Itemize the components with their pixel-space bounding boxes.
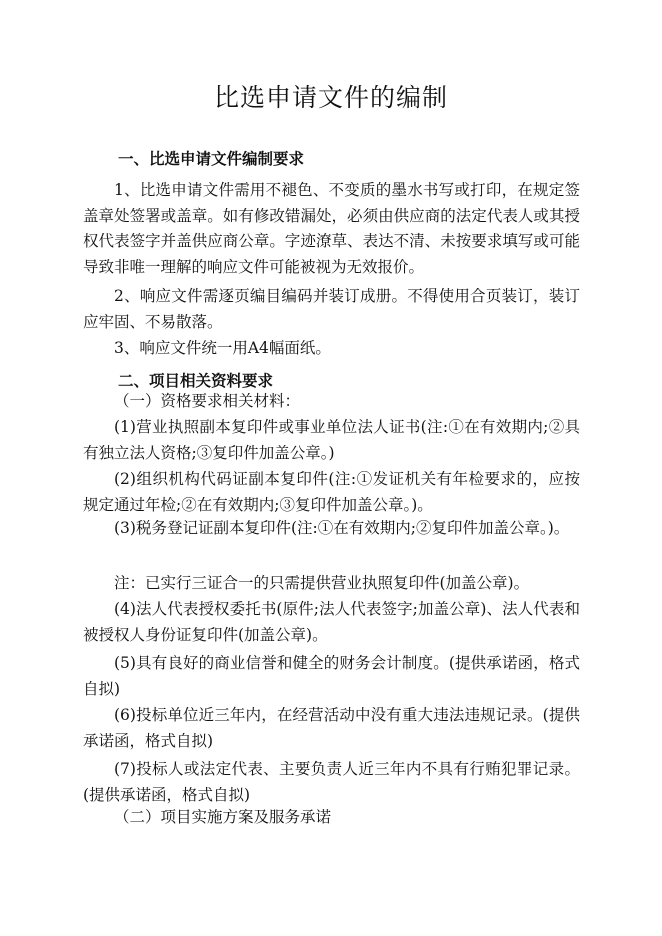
paragraph-paper-size: 3、响应文件统一用A4幅面纸。 <box>114 339 331 357</box>
page-title: 比选申请文件的编制 <box>213 83 448 112</box>
subheading-implementation: （二）项目实施方案及服务承诺 <box>114 808 332 826</box>
section-heading-materials: 二、项目相关资料要求 <box>118 372 274 390</box>
note-three-in-one: 注：已实行三证合一的只需提供营业执照复印件(加盖公章)。 <box>114 574 530 592</box>
section-heading-requirements: 一、比选申请文件编制要求 <box>118 150 305 168</box>
item-no-bribery: (7)投标人或法定代表、主要负责人近三年内不具有行贿犯罪记录。(提供承诺函，格式自拟) <box>83 760 580 804</box>
item-tax-registration: (3)税务登记证副本复印件(注:①在有效期内;②复印件加盖公章。)。 <box>114 519 570 537</box>
item-no-violations: (6)投标单位近三年内，在经营活动中没有重大违法违规记录。(提供承诺函，格式自拟) <box>83 706 580 750</box>
item-business-license: (1)营业执照副本复印件或事业单位法人证书(注:①在有效期内;②具有独立法人资格;③复印件加盖公章。) <box>83 418 580 462</box>
paragraph-binding-rules: 2、响应文件需逐页编目编码并装订成册。不得使用合页装订，装订应牢固、不易散落。 <box>83 287 580 331</box>
subheading-qualification: （一）资格要求相关材料： <box>114 392 301 410</box>
item-authorization: (4)法人代表授权委托书(原件;法人代表签字;加盖公章)、法人代表和被授权人身份证复印件(加盖公章)。 <box>83 600 580 644</box>
paragraph-signing-rules: 1、比选申请文件需用不褪色、不变质的墨水书写或打印，在规定签盖章处签署或盖章。如有修改错漏处，必须由供应商的法定代表人或其授权代表签字并盖供应商公章。字迹潦草、表达不清、未按要求填写或可能导致非唯一理解的响应文件可能被视为无效报价。 <box>83 181 580 276</box>
item-org-code: (2)组织机构代码证副本复印件(注:①发证机关有年检要求的，应按规定通过年检;②在有效期内;③复印件加盖公章。)。 <box>83 470 580 514</box>
item-credit-finance: (5)具有良好的商业信誉和健全的财务会计制度。(提供承诺函，格式自拟) <box>83 654 580 698</box>
